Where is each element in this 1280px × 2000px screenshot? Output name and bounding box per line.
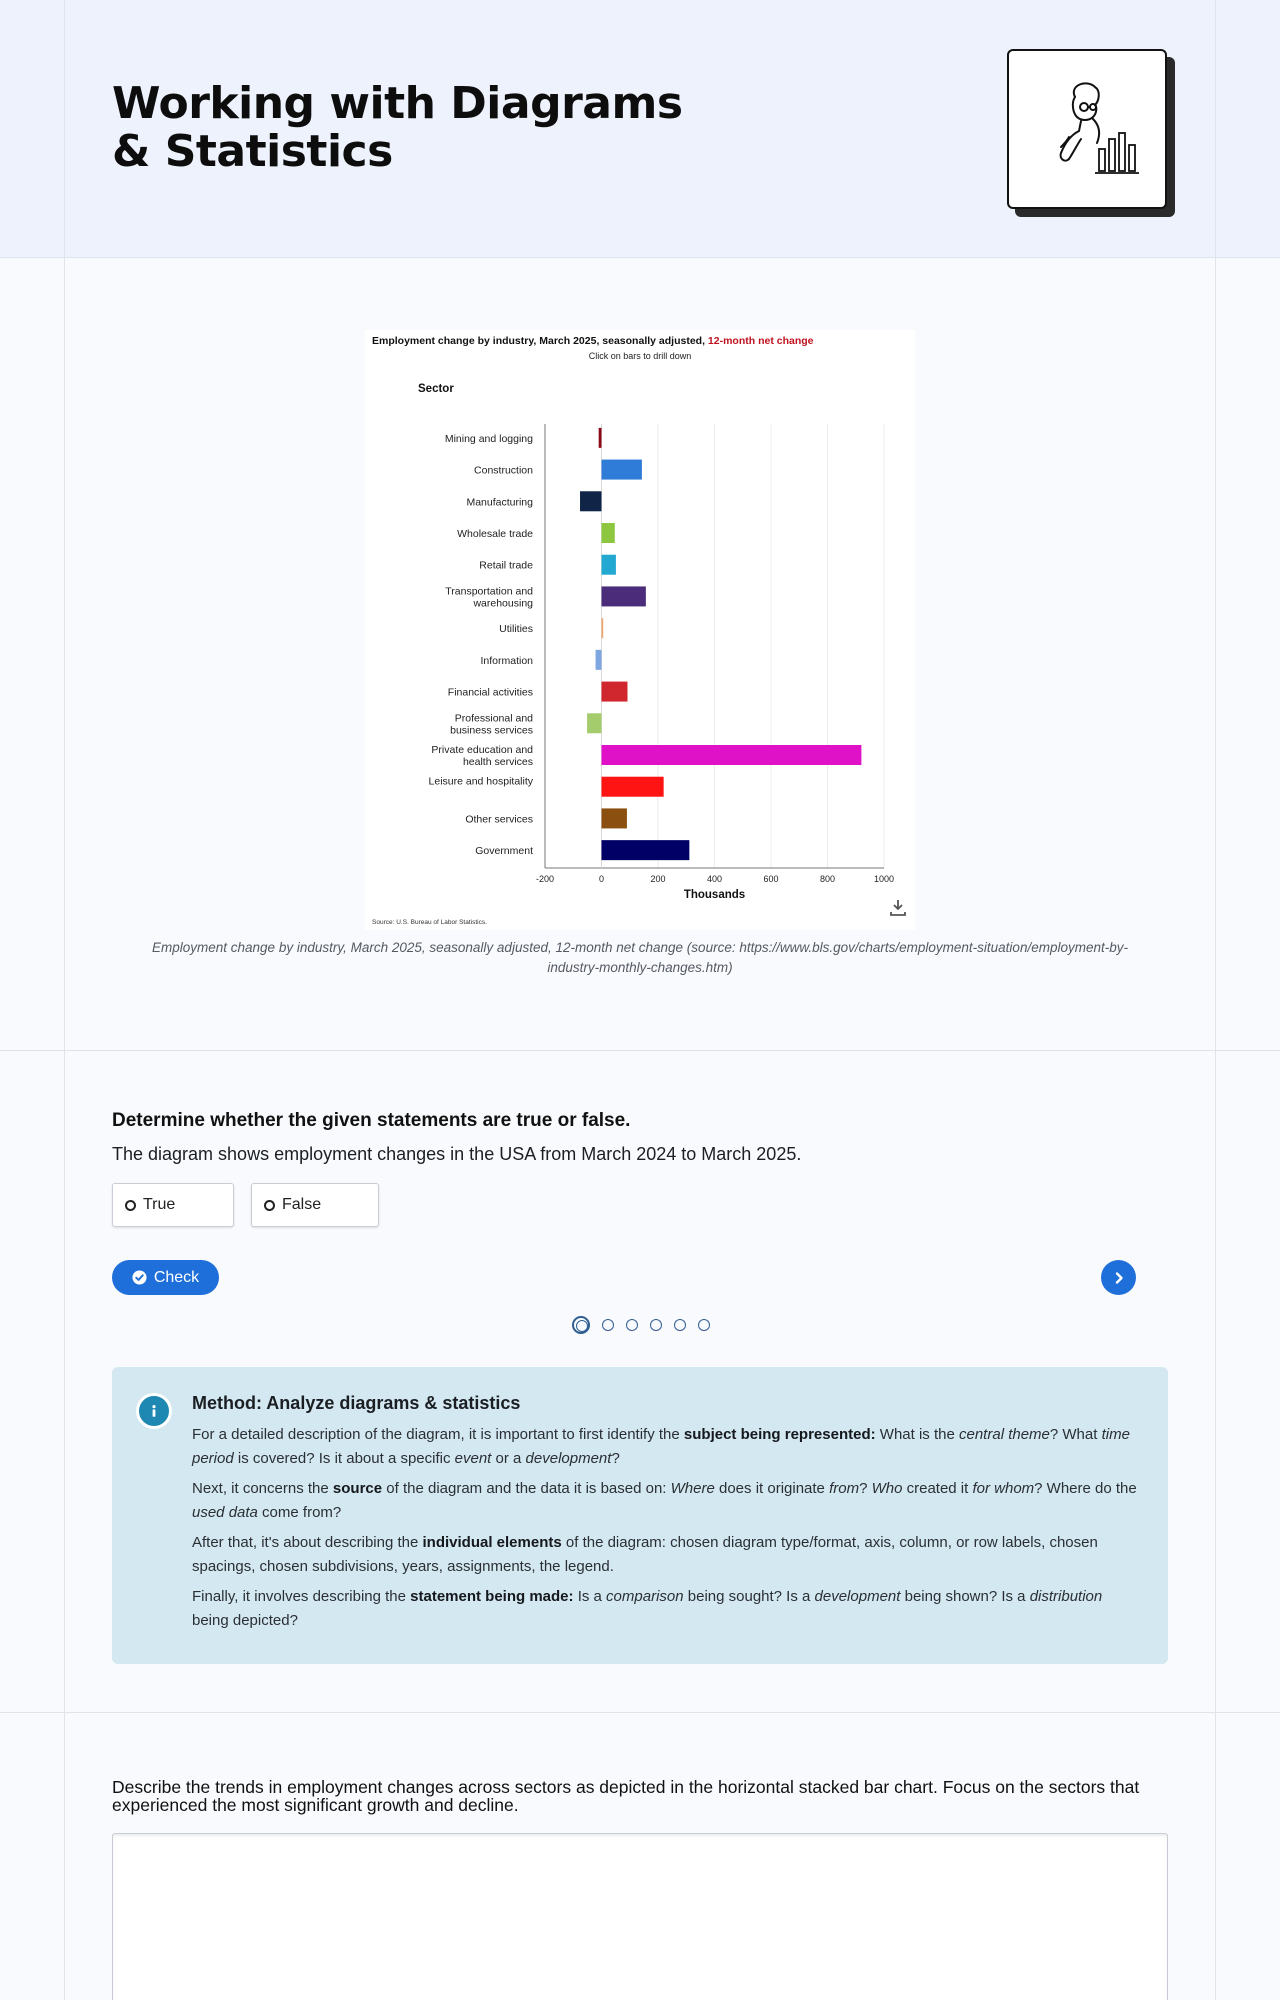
chart-y-tick-label: Retail trade bbox=[479, 559, 533, 572]
chart-y-tick-label: Transportation and warehousing bbox=[445, 585, 533, 610]
option-false[interactable] bbox=[251, 1183, 379, 1227]
pagination-dot-1[interactable] bbox=[572, 1316, 590, 1334]
info-icon bbox=[136, 1393, 172, 1429]
option-true[interactable] bbox=[112, 1183, 234, 1227]
method-title: Method: Analyze diagrams & statistics bbox=[192, 1393, 521, 1413]
chart-bar[interactable] bbox=[580, 491, 601, 511]
chevron-right-icon bbox=[1112, 1271, 1126, 1285]
chart-x-tick-label: 200 bbox=[650, 874, 666, 884]
chart-bar[interactable] bbox=[599, 428, 602, 448]
page-title: Working with Diagrams & Statistics bbox=[112, 78, 683, 177]
grid-line-chart bbox=[0, 1050, 1280, 1051]
chart-y-tick-label: Private education and health services bbox=[431, 744, 533, 768]
thinking-person-icon bbox=[1037, 79, 1141, 183]
chart-bar[interactable] bbox=[602, 808, 627, 828]
grid-line-method bbox=[0, 1712, 1280, 1713]
method-info-box bbox=[112, 1367, 1168, 1664]
chart-category-header: Sector bbox=[418, 383, 454, 395]
check-button-label: Check bbox=[153, 1268, 200, 1286]
option-false-label: False bbox=[282, 1196, 322, 1213]
employment-chart[interactable] bbox=[365, 330, 915, 930]
method-paragraph-2: Next, it concerns the source of the diagram and the data it is based on: Where does it originate from? Who created it for whom? Where do the used data come from? bbox=[192, 1480, 1137, 1521]
chart-x-tick-label: -200 bbox=[535, 874, 555, 884]
radio-icon bbox=[125, 1200, 136, 1211]
quiz-title: Determine whether the given statements are true or false. bbox=[112, 1110, 631, 1131]
chart-x-tick-label: 1000 bbox=[873, 874, 895, 884]
answer-textarea[interactable] bbox=[112, 1833, 1168, 2000]
chart-y-tick-label: Government bbox=[475, 845, 533, 858]
method-body bbox=[192, 1423, 1142, 1639]
download-icon[interactable] bbox=[891, 900, 905, 915]
grid-line-header bbox=[0, 257, 1280, 258]
chart-y-tick-label: Financial activities bbox=[447, 686, 533, 699]
next-button[interactable] bbox=[1101, 1260, 1136, 1295]
chart-bar[interactable] bbox=[602, 523, 615, 543]
task-prompt: Describe the trends in employment changes across sectors as depicted in the horizontal stacked bar chart. Focus on the sectors that experienced the most significant growth and decline. bbox=[112, 1777, 1140, 1815]
chart-y-tick-label: Mining and logging bbox=[444, 432, 533, 445]
chart-x-tick-label: 800 bbox=[819, 874, 836, 884]
chart-y-tick-label: Manufacturing bbox=[466, 496, 533, 509]
check-circle-icon bbox=[132, 1270, 147, 1285]
chart-y-tick-label: Utilities bbox=[499, 623, 533, 636]
chart-bar[interactable] bbox=[587, 713, 601, 733]
chart-x-tick-label: 600 bbox=[763, 874, 779, 884]
chart-bar[interactable] bbox=[602, 745, 862, 765]
method-paragraph-3: After that, it's about describing the individual elements of the diagram: chosen diagram type/format, axis, column, or row labels, chosen spacings, chosen subdivisions, years, assignments, the legend. bbox=[192, 1534, 1098, 1575]
chart-y-tick-label: Other services bbox=[465, 813, 533, 826]
chart-caption: Employment change by industry, March 2025, seasonally adjusted, 12-month net change (source: https://www.bls.gov/charts/employment-situation/employment-by-industry-monthly-changes.htm) bbox=[152, 940, 1128, 975]
chart-y-tick-label: Information bbox=[480, 654, 533, 667]
method-paragraph-1: For a detailed description of the diagram, it is important to first identify the subject being represented: What is the central theme? What time period is covered? Is it about a specific event or a development? bbox=[192, 1426, 1130, 1467]
quiz-statement: The diagram shows employment changes in the USA from March 2024 to March 2025. bbox=[112, 1144, 802, 1164]
chart-y-tick-label: Leisure and hospitality bbox=[428, 775, 533, 788]
method-paragraph-4: Finally, it involves describing the statement being made: Is a comparison being sought? Is a development being shown? Is a distribution being depicted? bbox=[192, 1588, 1103, 1629]
pagination-dot-5[interactable] bbox=[674, 1319, 686, 1331]
chart-x-axis-label: Thousands bbox=[683, 889, 746, 901]
pagination-dot-3[interactable] bbox=[626, 1319, 638, 1331]
chart-bar[interactable] bbox=[602, 618, 604, 638]
chart-svg bbox=[365, 330, 915, 930]
radio-icon bbox=[264, 1200, 275, 1211]
pagination-dot-6[interactable] bbox=[698, 1319, 710, 1331]
chart-bar[interactable] bbox=[602, 555, 616, 575]
chart-y-tick-label: Construction bbox=[474, 464, 533, 477]
chart-bar[interactable] bbox=[602, 460, 642, 480]
chart-y-tick-label: Professional and business services bbox=[450, 712, 533, 737]
chart-title: Employment change by industry, March 2025, seasonally adjusted, 12-month net change bbox=[372, 335, 814, 347]
chart-bar[interactable] bbox=[602, 777, 664, 797]
chart-bar[interactable] bbox=[602, 586, 646, 606]
check-button[interactable] bbox=[112, 1260, 219, 1295]
chart-bar[interactable] bbox=[602, 682, 628, 702]
header-illustration bbox=[1007, 49, 1167, 209]
option-true-label: True bbox=[143, 1196, 176, 1213]
chart-bar[interactable] bbox=[596, 650, 602, 670]
chart-bar[interactable] bbox=[602, 840, 690, 860]
chart-x-tick-label: 0 bbox=[598, 874, 605, 884]
chart-subtitle: Click on bars to drill down bbox=[588, 351, 692, 361]
pagination-dot-2[interactable] bbox=[602, 1319, 614, 1331]
page-header bbox=[0, 0, 1280, 257]
chart-source: Source: U.S. Bureau of Labor Statistics. bbox=[372, 919, 487, 926]
chart-y-tick-label: Wholesale trade bbox=[457, 528, 533, 540]
chart-x-tick-label: 400 bbox=[706, 874, 723, 884]
pagination-dots bbox=[572, 1316, 710, 1334]
pagination-dot-4[interactable] bbox=[650, 1319, 662, 1331]
